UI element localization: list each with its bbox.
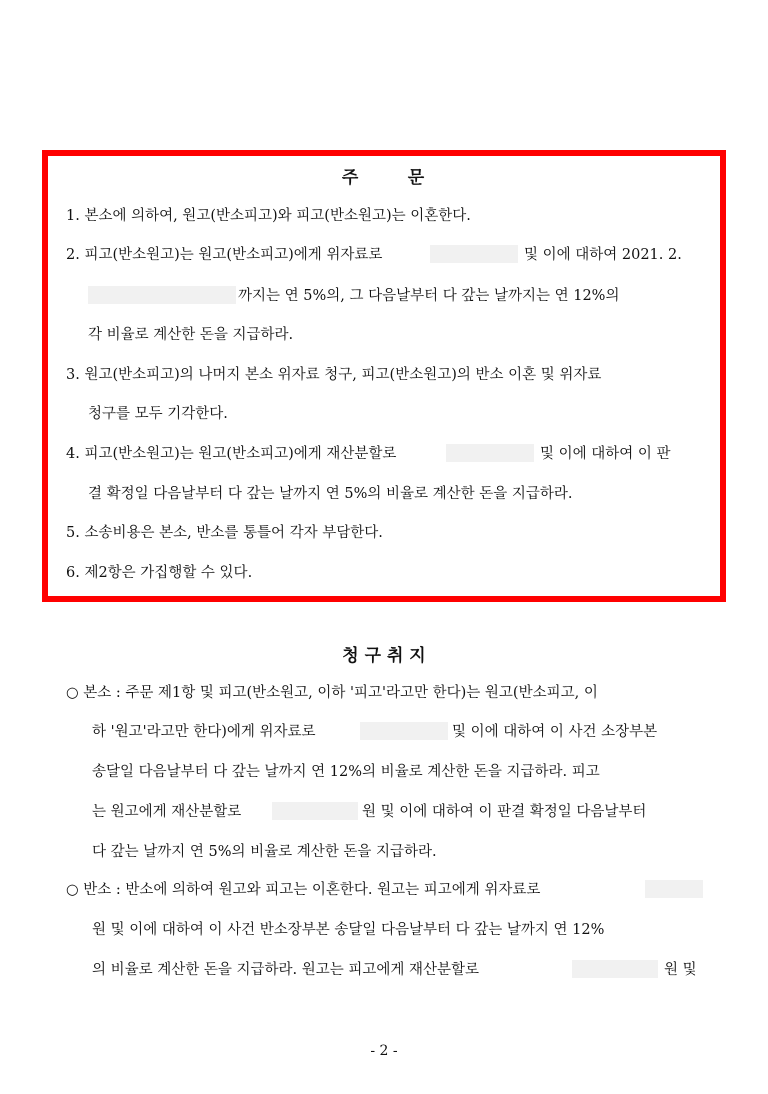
- redacted-block: [645, 880, 703, 898]
- main-suit-line-4a: 는 원고에게 재산분할로: [92, 804, 242, 820]
- judgment-item-4-line-2: 결 확정일 다음날부터 다 갚는 날까지 연 5%의 비율로 계산한 돈을 지급하라.: [88, 486, 573, 502]
- main-suit-line-2a: 하 '원고'라고만 한다)에게 위자료로: [92, 724, 316, 740]
- counter-suit-line-1: ○ 반소 : 반소에 의하여 원고와 피고는 이혼한다. 원고는 피고에게 위자료로: [66, 882, 541, 898]
- redacted-block: [360, 722, 448, 740]
- judgment-item-1: 1. 본소에 의하여, 원고(반소피고)와 피고(반소원고)는 이혼한다.: [66, 208, 471, 224]
- redacted-block: [572, 960, 658, 978]
- judgment-title: 주 문: [341, 168, 427, 188]
- judgment-item-3-line-1: 3. 원고(반소피고)의 나머지 본소 위자료 청구, 피고(반소원고)의 반소 이혼 및 위자료: [66, 367, 602, 383]
- main-suit-line-2b: 및 이에 대하여 이 사건 소장부본: [452, 724, 658, 740]
- counter-suit-line-3a: 의 비율로 계산한 돈을 지급하라. 원고는 피고에게 재산분할로: [92, 962, 480, 978]
- redacted-block: [446, 444, 534, 462]
- counter-suit-line-2: 원 및 이에 대하여 이 사건 반소장부본 송달일 다음날부터 다 갚는 날까지 연 12%: [92, 922, 605, 938]
- judgment-item-5: 5. 소송비용은 본소, 반소를 통틀어 각자 부담한다.: [66, 525, 383, 541]
- judgment-item-4-line-1b: 및 이에 대하여 이 판: [540, 446, 671, 462]
- judgment-item-6: 6. 제2항은 가집행할 수 있다.: [66, 565, 253, 581]
- main-suit-line-1: ○ 본소 : 주문 제1항 및 피고(반소원고, 이하 '피고'라고만 한다)는 원고(반소피고, 이: [66, 685, 598, 701]
- judgment-item-2-line-3: 각 비율로 계산한 돈을 지급하라.: [88, 327, 294, 343]
- counter-suit-line-3b: 원 및: [664, 962, 697, 978]
- judgment-item-2-line-1b: 및 이에 대하여 2021. 2.: [524, 247, 682, 263]
- judgment-item-4-line-1a: 4. 피고(반소원고)는 원고(반소피고)에게 재산분할로: [66, 446, 397, 462]
- judgment-item-2-line-1a: 2. 피고(반소원고)는 원고(반소피고)에게 위자료로: [66, 247, 383, 263]
- judgment-item-3-line-2: 청구를 모두 기각한다.: [88, 406, 228, 422]
- redacted-block: [430, 245, 518, 263]
- page-number: - 2 -: [370, 1043, 398, 1059]
- main-suit-line-4b: 원 및 이에 대하여 이 판결 확정일 다음날부터: [362, 804, 647, 820]
- main-suit-line-3: 송달일 다음날부터 다 갚는 날까지 연 12%의 비율로 계산한 돈을 지급하라. 피고: [92, 764, 600, 780]
- judgment-item-2-line-2: 까지는 연 5%의, 그 다음날부터 다 갚는 날까지는 연 12%의: [238, 288, 620, 304]
- claims-title: 청 구 취 지: [342, 646, 426, 666]
- redacted-block: [272, 802, 358, 820]
- redacted-block: [88, 286, 236, 304]
- main-suit-line-5: 다 갚는 날까지 연 5%의 비율로 계산한 돈을 지급하라.: [92, 844, 437, 860]
